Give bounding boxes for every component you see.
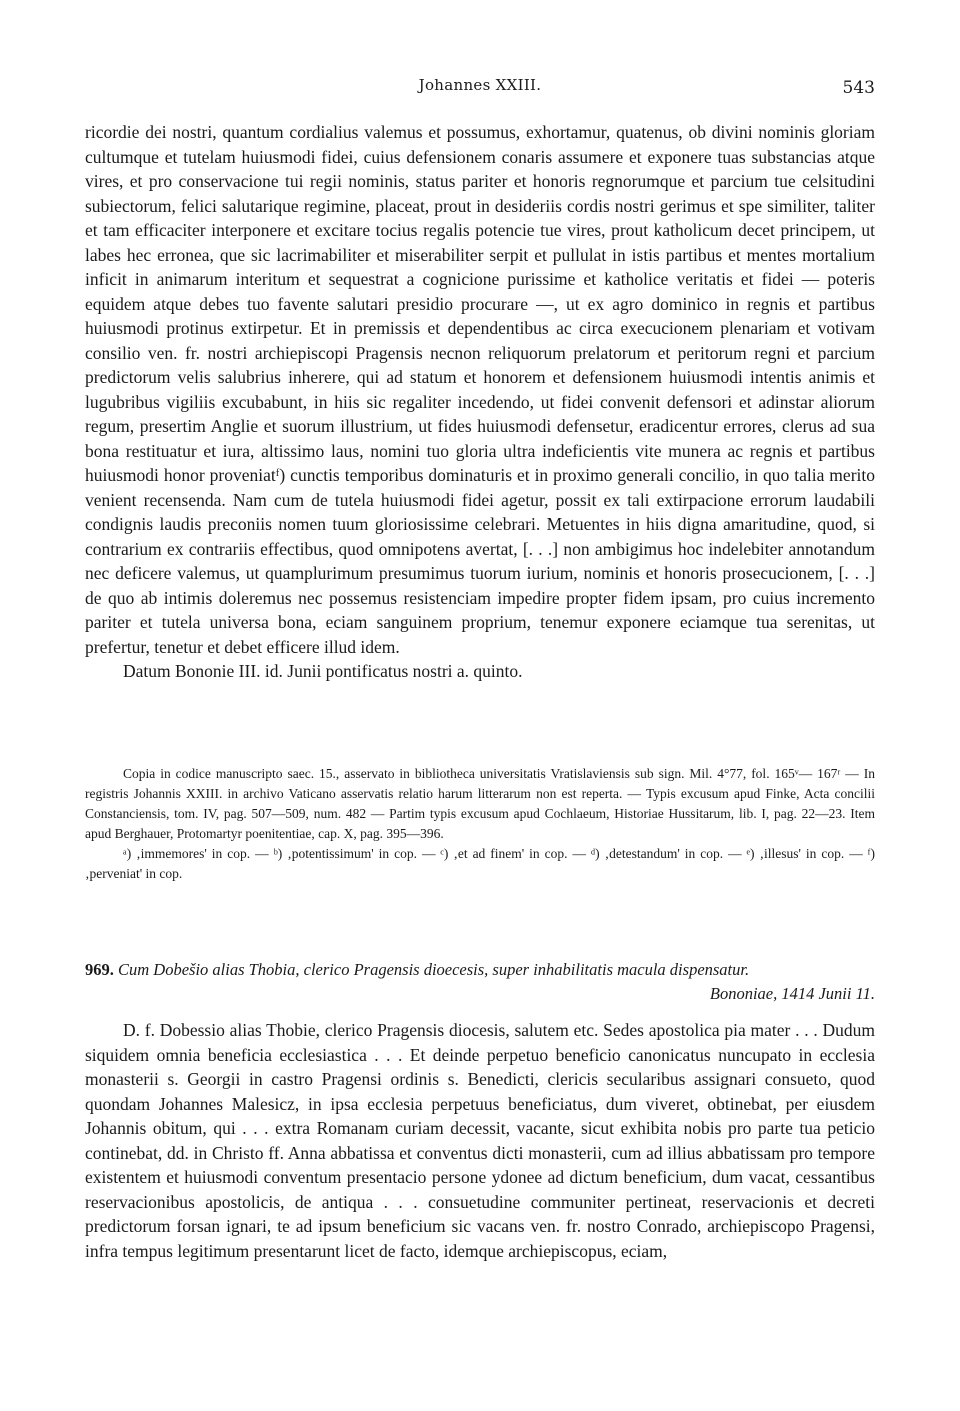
running-head — [85, 72, 875, 98]
entry-paragraph: D. f. Dobessio alias Thobie, clerico Pragensis diocesis, salutem etc. Sedes apostolica pia mater . . . Dudum siquidem omnia beneficia ecclesiastica . . . Et deinde perpetuo beneficio canonicatus nuncupato in ecclesia monasterii s. Georgii in castro Pragensi ordinis s. Benedicti, clericis secularibus assignari consueto, quod quondam Johannes Malesicz, in ipsa ecclesia perpetuus beneficiatus, dum viveret, obtinebat, per eiusdem Johannis obitum, qui . . . extra Romanam curiam decessit, vacante, sicut exhibita nobis pro parte tua peticio continebat, dd. in Christo ff. Anna abbatissa et conventus dicti monasterii, cum ad illius abbatissam pro tempore existentem et huiusmodi conventum presentacio persone ydonee ad dictum beneficium, dum vacat, cessantibus reservacionibus apostolicis, de antiqua . . . consuetudine communiter pertineat, reservacionis et decreti predictorum forsan ignari, te ad ipsum beneficium sic vacans ven. fr. nostro Conrado, archiepiscopo Pragensi, infra tempus legitimum presentarunt licet de facto, idemque archiepiscopus, eciam, — [85, 1020, 875, 1261]
running-title: Johannes XXIII. — [418, 76, 542, 94]
entry-heading — [85, 958, 875, 1006]
page-number: 543 — [842, 78, 875, 98]
entry-number: 969. — [85, 960, 114, 979]
entry-body — [85, 1018, 875, 1263]
footnotes — [85, 764, 875, 884]
letter-text — [85, 120, 875, 684]
variant-notes: ᵃ) ‚immemores' in cop. — ᵇ) ‚potentissimum' in cop. — ᶜ) ‚et ad finem' in cop. — ᵈ) ‚detestandum' in cop. — ᵉ) ‚illesus' in cop. — ᶠ) ‚perveniat' in cop. — [85, 846, 875, 881]
entry-title: Cum Dobešio alias Thobia, clerico Pragensis dioecesis, super inhabilitatis macula dispensatur. — [118, 960, 750, 979]
entry-title-line — [85, 958, 875, 982]
letter-paragraph: ricordie dei nostri, quantum cordialius valemus et possumus, exhortamur, quatenus, ob divini nominis gloriam cultumque et tutelam huiusmodi fidei, cuius defensionem conaris assumere et exponere tuas substancias atque vires, et pro conservacione tui regii nominis, status pariter et honoris regnorumque et parcium tue celsitudini subiectorum, felici salutarique regimine, placeat, prout in desideriis cordis nostri gerimus et spe similiter, taliter et tam efficaciter interponere et excitare tocius regalis potencie tue vires, prout katholicum decet principem, ut labes hec erronea, que sic lacrimabiliter et miserabiliter serpit et pullulat in istis partibus et mentes mortalium inficit in animarum interitum et sequestrat a cognicione purissime et katholice veritatis et fidei — poteris equidem atque debes tuo favente salutari presidio procurare —, ut ex agro dominico in regnis et partibus huiusmodi protinus extirpetur. Et in premissis et dependentibus ac circa execucionem plenariam et votivam consilio ven. fr. nostri archiepiscopi Pragensis necnon reliquorum prelatorum et peritorum regni et parcium predictorum velis salubrius inherere, qui ad statum et honorem et defensionem huiusmodi intentis animis et lugubribus vigiliis excubabunt, in hiis sic regaliter incedendo, ut fidei convenit defensori et adinstar aliorum regum, presertim Anglie et suorum illustrium, ut fides huiusmodi defensetur, eradicentur errores, clerus ad sua bona restituatur et iura, altissimo laus, nomini tuo gloria ultra indeficientis vite munera ac regnis et partibus huiusmodi honor proveniatᶠ) cunctis temporibus dominaturis et in proximo generali concilio, in quo talia merito venient recensenda. Nam cum de tutela huiusmodi fidei agetur, possit ex tali extirpacione errorum laudabili condignis laudis preconiis nomen tuum gloriosissime celebrari. Metuentes in hiis digna amaritudine, quod, si contrarium ex contrariis effectibus, quod omnipotens avertat, [. . .] non ambigimus hoc indelebiter annotandum nec deficere valemus, ut quamplurimum presumimus tuorum iurium, nominis et honoris prosecucionem, [. . .] de quo ab intimis doleremus nec possemus resistenciam impedire propter fidem ipsam, pro cuius incremento pariter et tutela universa bona, eciam sanguinem proprium, tenemur exponere eciamque tua serenitas, ut prefertur, tenetur et debet efficere illud idem. — [85, 122, 875, 657]
datum-line: Datum Bononie III. id. Junii pontificatus nostri a. quinto. — [123, 661, 523, 681]
source-note: Copia in codice manuscripto saec. 15., asservato in bibliotheca universitatis Vratislaviensis sub sign. Mil. 4°77, fol. 165ᵛ— 167ʳ — In registris Johannis XXIII. in archivo Vaticano asservatis relatio harum litterarum non est reperta. — Typis excusum apud Finke, Acta concilii Constanciensis, tom. IV, pag. 507—509, num. 482 — Partim typis excusum apud Cochlaeum, Historiae Hussitarum, lib. I, pag. 22—23. Item apud Berghauer, Protomartyr poenitentiae, cap. X, pag. 395—396. — [85, 766, 875, 841]
entry-place-date: Bononiae, 1414 Junii 11. — [709, 984, 875, 1003]
